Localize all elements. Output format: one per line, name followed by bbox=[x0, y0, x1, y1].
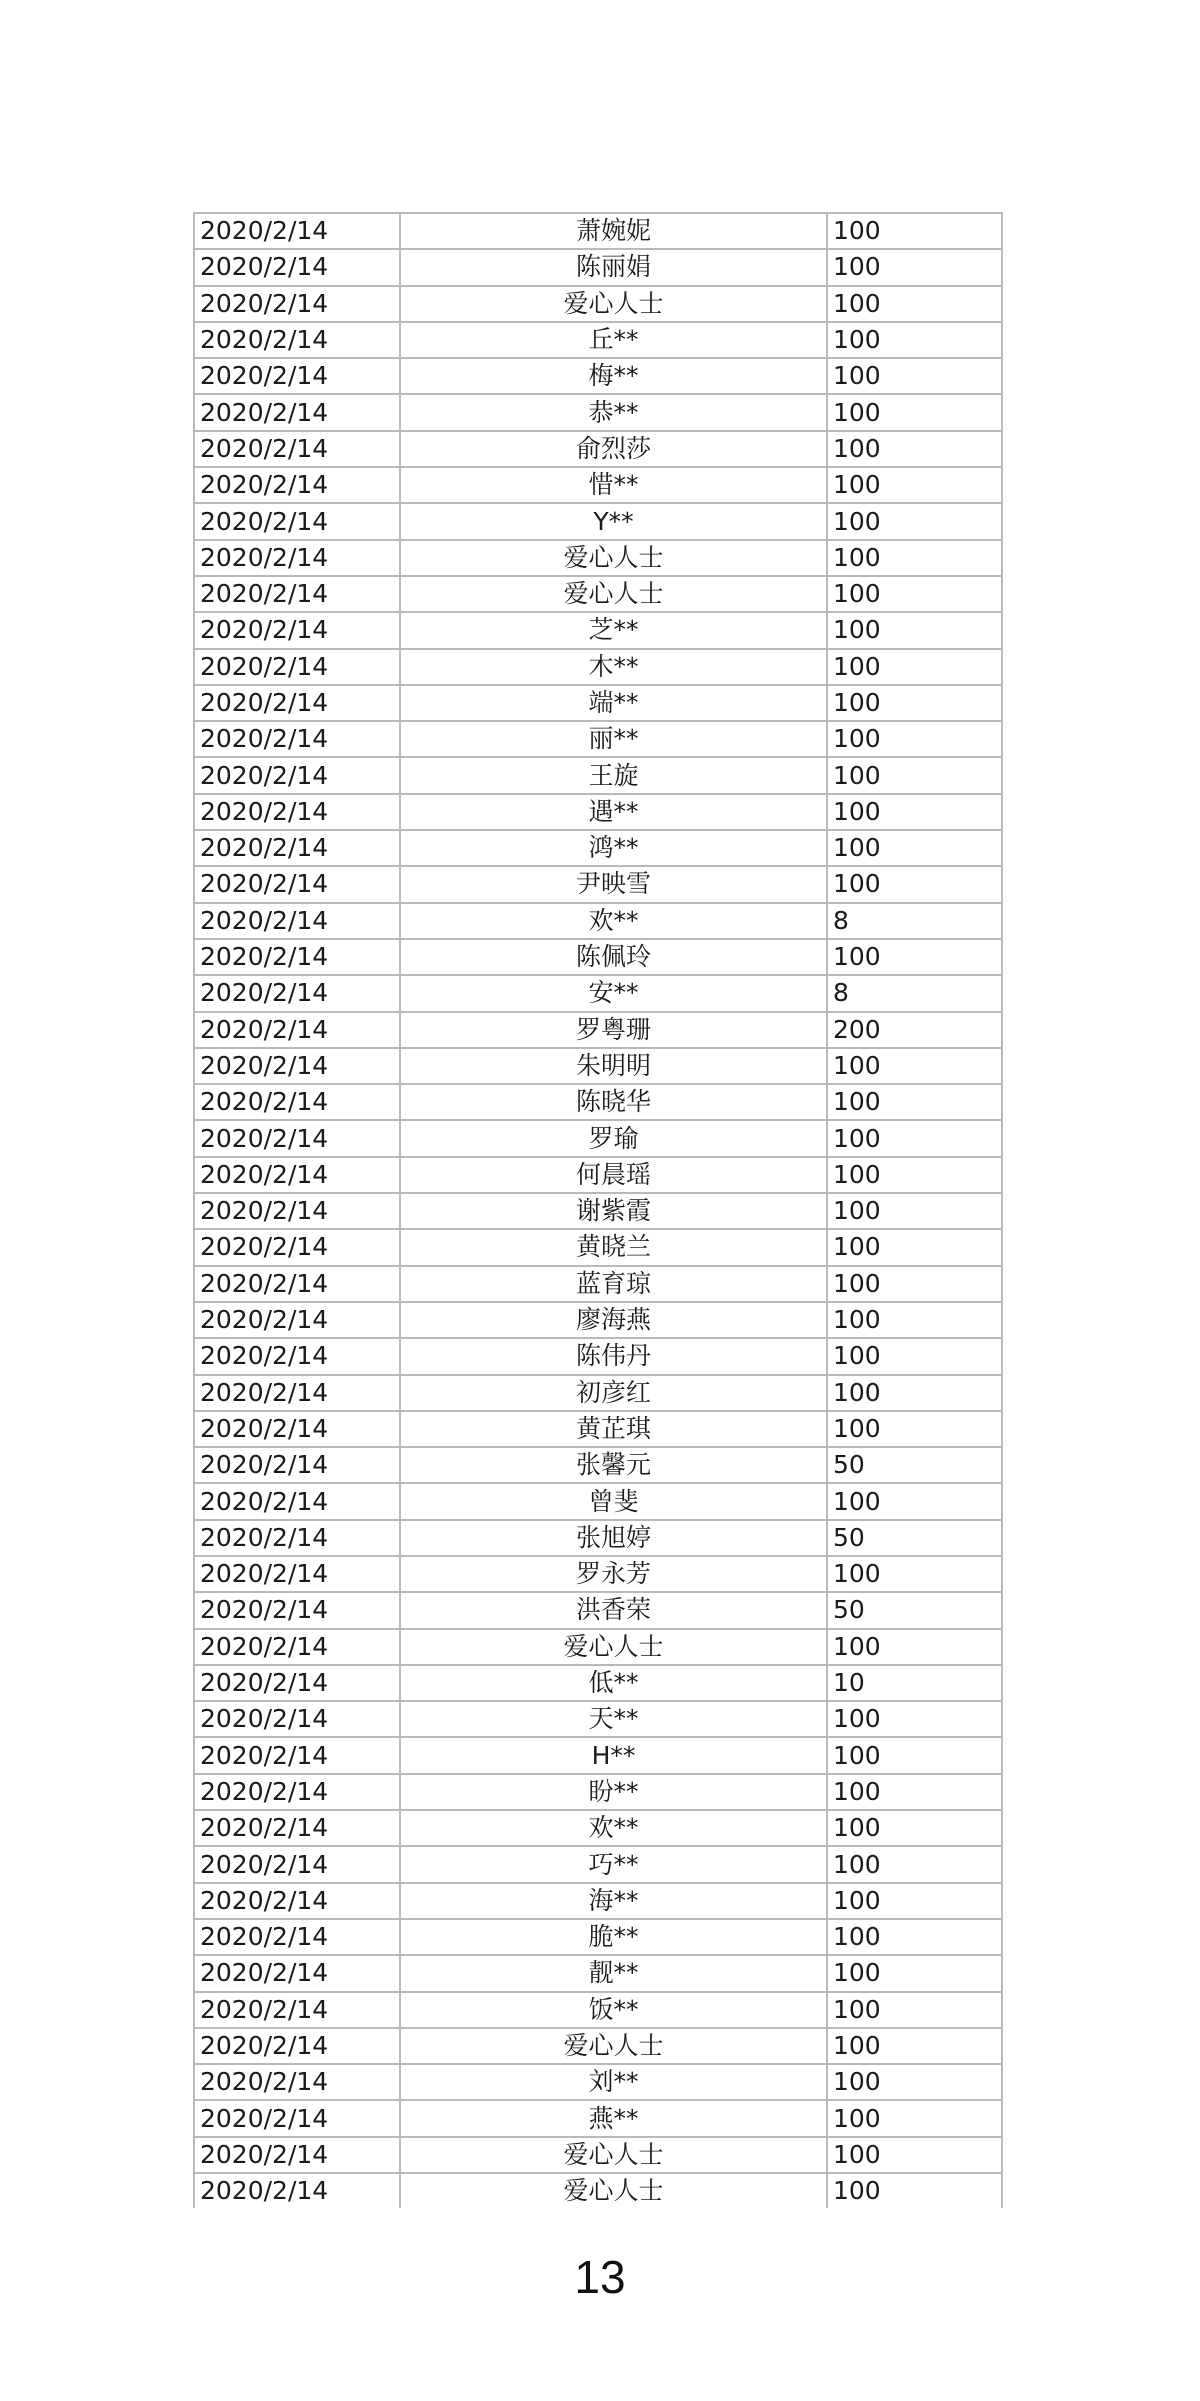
amount-cell: 100 bbox=[827, 830, 1002, 866]
amount-cell: 100 bbox=[827, 249, 1002, 285]
donor-name-cell: 俞烈莎 bbox=[400, 431, 827, 467]
donor-name-cell: 丘** bbox=[400, 322, 827, 358]
donor-name-cell: 初彦红 bbox=[400, 1375, 827, 1411]
table-row bbox=[194, 1411, 1002, 1447]
donor-name-cell: 罗永芳 bbox=[400, 1556, 827, 1592]
date-cell: 2020/2/14 bbox=[194, 503, 400, 539]
amount-cell: 100 bbox=[827, 685, 1002, 721]
amount-cell: 100 bbox=[827, 1810, 1002, 1846]
donor-name-cell: 恭** bbox=[400, 394, 827, 430]
date-cell: 2020/2/14 bbox=[194, 2028, 400, 2064]
amount-cell: 50 bbox=[827, 1592, 1002, 1628]
donor-name-cell: 饭** bbox=[400, 1992, 827, 2028]
amount-cell: 100 bbox=[827, 213, 1002, 249]
donor-name-cell: 盼** bbox=[400, 1774, 827, 1810]
table-row bbox=[194, 431, 1002, 467]
donor-name-cell: 王旋 bbox=[400, 757, 827, 793]
table-row bbox=[194, 1048, 1002, 1084]
date-cell: 2020/2/14 bbox=[194, 1266, 400, 1302]
table-row bbox=[194, 213, 1002, 249]
donor-name-cell: 曾斐 bbox=[400, 1483, 827, 1519]
donor-name-cell: 海** bbox=[400, 1883, 827, 1919]
amount-cell: 100 bbox=[827, 1556, 1002, 1592]
amount-cell: 100 bbox=[827, 2173, 1002, 2208]
amount-cell: 100 bbox=[827, 576, 1002, 612]
donor-name-cell: 陈伟丹 bbox=[400, 1338, 827, 1374]
donor-name-cell: 爱心人士 bbox=[400, 540, 827, 576]
table-row bbox=[194, 2100, 1002, 2136]
date-cell: 2020/2/14 bbox=[194, 1157, 400, 1193]
amount-cell: 100 bbox=[827, 1338, 1002, 1374]
table-row bbox=[194, 1302, 1002, 1338]
date-cell: 2020/2/14 bbox=[194, 1302, 400, 1338]
amount-cell: 100 bbox=[827, 757, 1002, 793]
donor-name-cell: 脆** bbox=[400, 1919, 827, 1955]
donor-name-cell: 朱明明 bbox=[400, 1048, 827, 1084]
table-row bbox=[194, 249, 1002, 285]
date-cell: 2020/2/14 bbox=[194, 2173, 400, 2208]
table-row bbox=[194, 1447, 1002, 1483]
amount-cell: 100 bbox=[827, 2028, 1002, 2064]
donor-name-cell: 端** bbox=[400, 685, 827, 721]
donor-name-cell: 爱心人士 bbox=[400, 2173, 827, 2208]
table-row bbox=[194, 2137, 1002, 2173]
date-cell: 2020/2/14 bbox=[194, 1447, 400, 1483]
amount-cell: 100 bbox=[827, 1411, 1002, 1447]
table-row bbox=[194, 757, 1002, 793]
date-cell: 2020/2/14 bbox=[194, 830, 400, 866]
date-cell: 2020/2/14 bbox=[194, 1592, 400, 1628]
table-row bbox=[194, 1012, 1002, 1048]
amount-cell: 200 bbox=[827, 1012, 1002, 1048]
amount-cell: 100 bbox=[827, 1120, 1002, 1156]
table-row bbox=[194, 1737, 1002, 1773]
date-cell: 2020/2/14 bbox=[194, 467, 400, 503]
date-cell: 2020/2/14 bbox=[194, 249, 400, 285]
table-row bbox=[194, 1266, 1002, 1302]
amount-cell: 100 bbox=[827, 394, 1002, 430]
date-cell: 2020/2/14 bbox=[194, 1483, 400, 1519]
date-cell: 2020/2/14 bbox=[194, 1919, 400, 1955]
amount-cell: 100 bbox=[827, 2064, 1002, 2100]
amount-cell: 100 bbox=[827, 1266, 1002, 1302]
table-row bbox=[194, 322, 1002, 358]
date-cell: 2020/2/14 bbox=[194, 1338, 400, 1374]
donor-name-cell: 鸿** bbox=[400, 830, 827, 866]
date-cell: 2020/2/14 bbox=[194, 1193, 400, 1229]
donor-name-cell: 丽** bbox=[400, 721, 827, 757]
donor-name-cell: 何晨瑶 bbox=[400, 1157, 827, 1193]
date-cell: 2020/2/14 bbox=[194, 431, 400, 467]
amount-cell: 100 bbox=[827, 286, 1002, 322]
table-row bbox=[194, 1665, 1002, 1701]
date-cell: 2020/2/14 bbox=[194, 1375, 400, 1411]
table-row bbox=[194, 1520, 1002, 1556]
donor-name-cell: 黄晓兰 bbox=[400, 1229, 827, 1265]
amount-cell: 100 bbox=[827, 1774, 1002, 1810]
donor-name-cell: 陈佩玲 bbox=[400, 939, 827, 975]
date-cell: 2020/2/14 bbox=[194, 322, 400, 358]
amount-cell: 8 bbox=[827, 903, 1002, 939]
table-row bbox=[194, 358, 1002, 394]
date-cell: 2020/2/14 bbox=[194, 1992, 400, 2028]
date-cell: 2020/2/14 bbox=[194, 794, 400, 830]
donor-name-cell: 木** bbox=[400, 649, 827, 685]
date-cell: 2020/2/14 bbox=[194, 394, 400, 430]
amount-cell: 100 bbox=[827, 1375, 1002, 1411]
donor-name-cell: 爱心人士 bbox=[400, 576, 827, 612]
amount-cell: 100 bbox=[827, 503, 1002, 539]
date-cell: 2020/2/14 bbox=[194, 1883, 400, 1919]
donor-name-cell: 萧婉妮 bbox=[400, 213, 827, 249]
amount-cell: 100 bbox=[827, 1992, 1002, 2028]
date-cell: 2020/2/14 bbox=[194, 2100, 400, 2136]
amount-cell: 100 bbox=[827, 540, 1002, 576]
amount-cell: 100 bbox=[827, 1084, 1002, 1120]
date-cell: 2020/2/14 bbox=[194, 213, 400, 249]
donor-name-cell: 天** bbox=[400, 1701, 827, 1737]
table-row bbox=[194, 830, 1002, 866]
table-row bbox=[194, 1120, 1002, 1156]
table-row bbox=[194, 1375, 1002, 1411]
table-row bbox=[194, 1846, 1002, 1882]
table-row bbox=[194, 286, 1002, 322]
table-row bbox=[194, 1193, 1002, 1229]
date-cell: 2020/2/14 bbox=[194, 1520, 400, 1556]
amount-cell: 50 bbox=[827, 1520, 1002, 1556]
donor-name-cell: 巧** bbox=[400, 1846, 827, 1882]
table-row bbox=[194, 503, 1002, 539]
amount-cell: 100 bbox=[827, 322, 1002, 358]
table-row bbox=[194, 721, 1002, 757]
table-row bbox=[194, 939, 1002, 975]
donor-name-cell: 爱心人士 bbox=[400, 1629, 827, 1665]
donor-name-cell: 低** bbox=[400, 1665, 827, 1701]
donor-name-cell: 安** bbox=[400, 975, 827, 1011]
table-row bbox=[194, 685, 1002, 721]
amount-cell: 100 bbox=[827, 1302, 1002, 1338]
donor-name-cell: 靓** bbox=[400, 1955, 827, 1991]
table-row bbox=[194, 794, 1002, 830]
donor-name-cell: 蓝育琼 bbox=[400, 1266, 827, 1302]
date-cell: 2020/2/14 bbox=[194, 1084, 400, 1120]
date-cell: 2020/2/14 bbox=[194, 903, 400, 939]
amount-cell: 100 bbox=[827, 1483, 1002, 1519]
amount-cell: 100 bbox=[827, 2100, 1002, 2136]
donor-name-cell: 燕** bbox=[400, 2100, 827, 2136]
date-cell: 2020/2/14 bbox=[194, 612, 400, 648]
table-row bbox=[194, 975, 1002, 1011]
donor-name-cell: 遇** bbox=[400, 794, 827, 830]
date-cell: 2020/2/14 bbox=[194, 2064, 400, 2100]
table-row bbox=[194, 1157, 1002, 1193]
date-cell: 2020/2/14 bbox=[194, 1048, 400, 1084]
page-number: 13 bbox=[574, 2251, 626, 2303]
amount-cell: 8 bbox=[827, 975, 1002, 1011]
table-row bbox=[194, 540, 1002, 576]
donor-name-cell: 尹映雪 bbox=[400, 866, 827, 902]
amount-cell: 100 bbox=[827, 1193, 1002, 1229]
amount-cell: 100 bbox=[827, 939, 1002, 975]
donation-table bbox=[193, 212, 1003, 2208]
amount-cell: 100 bbox=[827, 1048, 1002, 1084]
table-row bbox=[194, 1992, 1002, 2028]
table-row bbox=[194, 2028, 1002, 2064]
amount-cell: 100 bbox=[827, 431, 1002, 467]
date-cell: 2020/2/14 bbox=[194, 1810, 400, 1846]
donation-table-body bbox=[194, 213, 1002, 2208]
date-cell: 2020/2/14 bbox=[194, 1411, 400, 1447]
donor-name-cell: 黄芷琪 bbox=[400, 1411, 827, 1447]
table-row bbox=[194, 394, 1002, 430]
amount-cell: 100 bbox=[827, 794, 1002, 830]
date-cell: 2020/2/14 bbox=[194, 540, 400, 576]
amount-cell: 100 bbox=[827, 866, 1002, 902]
amount-cell: 10 bbox=[827, 1665, 1002, 1701]
amount-cell: 100 bbox=[827, 358, 1002, 394]
donor-name-cell: 陈晓华 bbox=[400, 1084, 827, 1120]
donor-name-cell: H** bbox=[400, 1737, 827, 1773]
table-row bbox=[194, 649, 1002, 685]
donation-table-container bbox=[193, 212, 1001, 2208]
date-cell: 2020/2/14 bbox=[194, 1629, 400, 1665]
donor-name-cell: 陈丽娟 bbox=[400, 249, 827, 285]
date-cell: 2020/2/14 bbox=[194, 1665, 400, 1701]
table-row bbox=[194, 2173, 1002, 2208]
donor-name-cell: Y** bbox=[400, 503, 827, 539]
amount-cell: 100 bbox=[827, 1157, 1002, 1193]
amount-cell: 100 bbox=[827, 721, 1002, 757]
amount-cell: 100 bbox=[827, 1883, 1002, 1919]
table-row bbox=[194, 1556, 1002, 1592]
donor-name-cell: 欢** bbox=[400, 1810, 827, 1846]
date-cell: 2020/2/14 bbox=[194, 1229, 400, 1265]
date-cell: 2020/2/14 bbox=[194, 685, 400, 721]
amount-cell: 100 bbox=[827, 467, 1002, 503]
donor-name-cell: 爱心人士 bbox=[400, 2028, 827, 2064]
table-row bbox=[194, 1338, 1002, 1374]
amount-cell: 100 bbox=[827, 1737, 1002, 1773]
table-row bbox=[194, 903, 1002, 939]
date-cell: 2020/2/14 bbox=[194, 286, 400, 322]
table-row bbox=[194, 1229, 1002, 1265]
table-row bbox=[194, 1955, 1002, 1991]
date-cell: 2020/2/14 bbox=[194, 649, 400, 685]
date-cell: 2020/2/14 bbox=[194, 358, 400, 394]
amount-cell: 100 bbox=[827, 1229, 1002, 1265]
date-cell: 2020/2/14 bbox=[194, 1701, 400, 1737]
table-row bbox=[194, 576, 1002, 612]
donor-name-cell: 欢** bbox=[400, 903, 827, 939]
date-cell: 2020/2/14 bbox=[194, 866, 400, 902]
date-cell: 2020/2/14 bbox=[194, 939, 400, 975]
donor-name-cell: 罗粤珊 bbox=[400, 1012, 827, 1048]
date-cell: 2020/2/14 bbox=[194, 721, 400, 757]
amount-cell: 100 bbox=[827, 1955, 1002, 1991]
date-cell: 2020/2/14 bbox=[194, 1012, 400, 1048]
amount-cell: 100 bbox=[827, 612, 1002, 648]
table-row bbox=[194, 1701, 1002, 1737]
date-cell: 2020/2/14 bbox=[194, 1846, 400, 1882]
donor-name-cell: 廖海燕 bbox=[400, 1302, 827, 1338]
amount-cell: 50 bbox=[827, 1447, 1002, 1483]
table-row bbox=[194, 1919, 1002, 1955]
donor-name-cell: 梅** bbox=[400, 358, 827, 394]
date-cell: 2020/2/14 bbox=[194, 757, 400, 793]
table-row bbox=[194, 1084, 1002, 1120]
amount-cell: 100 bbox=[827, 1919, 1002, 1955]
donor-name-cell: 张旭婷 bbox=[400, 1520, 827, 1556]
donor-name-cell: 张馨元 bbox=[400, 1447, 827, 1483]
donor-name-cell: 罗瑜 bbox=[400, 1120, 827, 1156]
table-row bbox=[194, 866, 1002, 902]
date-cell: 2020/2/14 bbox=[194, 1774, 400, 1810]
table-row bbox=[194, 1629, 1002, 1665]
date-cell: 2020/2/14 bbox=[194, 1120, 400, 1156]
amount-cell: 100 bbox=[827, 649, 1002, 685]
amount-cell: 100 bbox=[827, 2137, 1002, 2173]
table-row bbox=[194, 1810, 1002, 1846]
table-row bbox=[194, 1592, 1002, 1628]
table-row bbox=[194, 612, 1002, 648]
donor-name-cell: 洪香荣 bbox=[400, 1592, 827, 1628]
amount-cell: 100 bbox=[827, 1701, 1002, 1737]
donor-name-cell: 爱心人士 bbox=[400, 2137, 827, 2173]
amount-cell: 100 bbox=[827, 1629, 1002, 1665]
donor-name-cell: 爱心人士 bbox=[400, 286, 827, 322]
table-row bbox=[194, 1483, 1002, 1519]
donor-name-cell: 惜** bbox=[400, 467, 827, 503]
donor-name-cell: 芝** bbox=[400, 612, 827, 648]
table-row bbox=[194, 2064, 1002, 2100]
date-cell: 2020/2/14 bbox=[194, 1556, 400, 1592]
donor-name-cell: 刘** bbox=[400, 2064, 827, 2100]
date-cell: 2020/2/14 bbox=[194, 1737, 400, 1773]
table-row bbox=[194, 467, 1002, 503]
date-cell: 2020/2/14 bbox=[194, 1955, 400, 1991]
table-row bbox=[194, 1774, 1002, 1810]
table-row bbox=[194, 1883, 1002, 1919]
amount-cell: 100 bbox=[827, 1846, 1002, 1882]
donor-name-cell: 谢紫霞 bbox=[400, 1193, 827, 1229]
date-cell: 2020/2/14 bbox=[194, 2137, 400, 2173]
date-cell: 2020/2/14 bbox=[194, 576, 400, 612]
date-cell: 2020/2/14 bbox=[194, 975, 400, 1011]
